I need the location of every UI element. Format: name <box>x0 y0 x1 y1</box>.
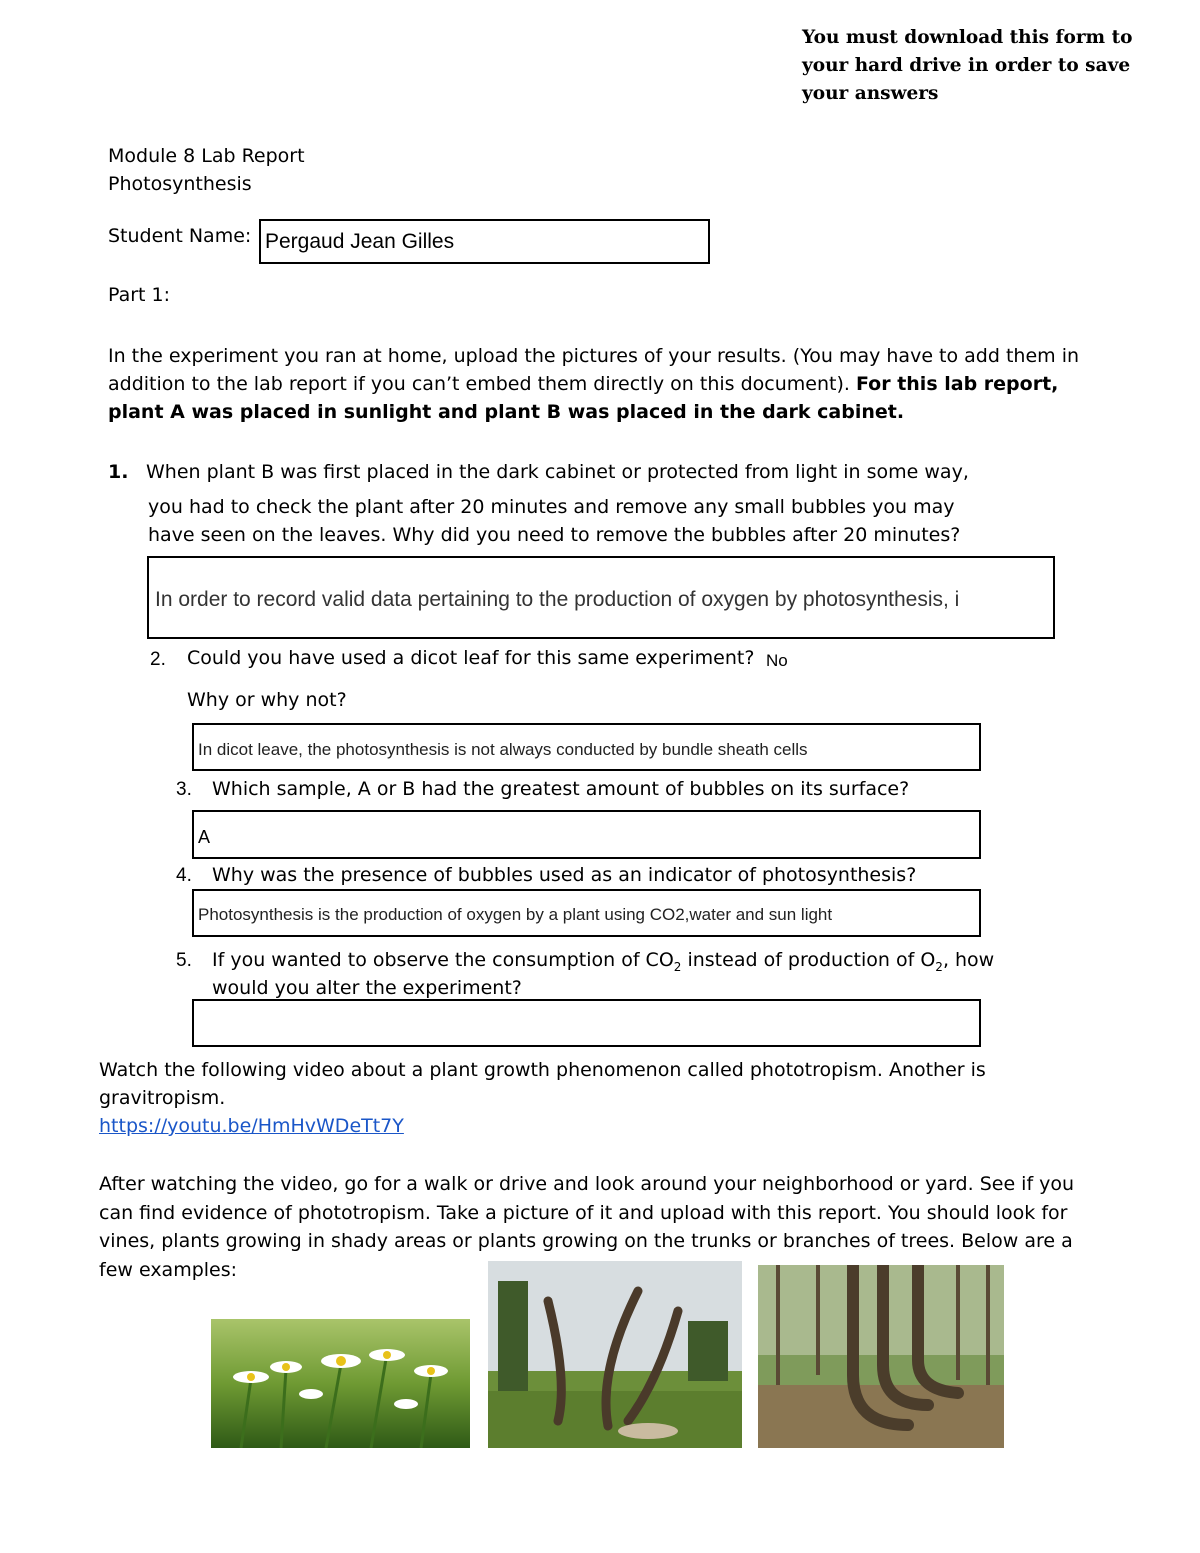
q2-text: Could you have used a dicot leaf for this same experiment? <box>187 647 755 669</box>
page-subtitle: Photosynthesis <box>108 173 252 195</box>
q2-followup: Why or why not? <box>187 689 347 711</box>
q2-answer-field[interactable]: In dicot leave, the photosynthesis is not always conducted by bundle sheath cells <box>192 723 981 771</box>
q1-line-2: you had to check the plant after 20 minutes and remove any small bubbles you may <box>148 496 955 518</box>
walk-line-2: can find evidence of phototropism. Take a picture of it and upload with this report. You should look for <box>99 1201 1068 1224</box>
intro-paragraph <box>108 342 1079 426</box>
q3-number: 3. <box>176 779 192 800</box>
video-paragraph <box>99 1056 986 1140</box>
q1-line-3: have seen on the leaves. Why did you need to remove the bubbles after 20 minutes? <box>148 524 961 546</box>
q4-number: 4. <box>176 865 192 886</box>
intro-bold-text: For this lab report, <box>855 373 1059 395</box>
q1-answer-field[interactable]: In order to record valid data pertaining to the production of oxygen by photosynthesis, i <box>147 556 1055 639</box>
download-notice <box>802 24 1132 108</box>
q5-answer-field[interactable] <box>192 999 981 1047</box>
student-name-label: Student Name: <box>108 225 252 247</box>
q5-text-a: If you wanted to observe the consumption of CO <box>212 949 674 971</box>
title-block <box>108 142 305 198</box>
q1-line-1: When plant B was first placed in the dark cabinet or protected from light in some way, <box>146 461 969 483</box>
q3-text: Which sample, A or B had the greatest amount of bubbles on its surface? <box>212 778 910 800</box>
notice-line-2: your hard drive in order to save <box>802 55 1131 76</box>
video-line-2: gravitropism. <box>99 1087 226 1109</box>
daisies-image <box>211 1319 470 1448</box>
q5-text-c: , how <box>942 949 995 971</box>
intro-line-3: plant A was placed in sunlight and plant B was placed in the dark cabinet. <box>108 401 905 423</box>
walk-line-4: few examples: <box>99 1258 238 1281</box>
q1-number: 1. <box>108 461 129 483</box>
q5-line-2: would you alter the experiment? <box>212 977 522 999</box>
video-link[interactable]: https://youtu.be/HmHvWDeTt7Y <box>99 1115 404 1137</box>
intro-line-1: In the experiment you ran at home, upload the pictures of your results. (You may have to add them in <box>108 345 1080 367</box>
q5-number: 5. <box>176 950 192 971</box>
q4-answer-field[interactable]: Photosynthesis is the production of oxygen by a plant using CO2,water and sun light <box>192 889 981 937</box>
walk-line-1: After watching the video, go for a walk or drive and look around your neighborhood or yard. See if you <box>99 1173 1075 1195</box>
part-heading: Part 1: <box>108 284 171 306</box>
page-title: Module 8 Lab Report <box>108 145 305 167</box>
bent-trees-image <box>488 1261 742 1448</box>
walk-line-3: vines, plants growing in shady areas or plants growing on the trunks or branches of trees. Below are a <box>99 1230 1073 1252</box>
q4-text: Why was the presence of bubbles used as an indicator of photosynthesis? <box>212 864 917 886</box>
intro-line-2 <box>108 370 1079 398</box>
q3-answer-field[interactable]: A <box>192 810 981 859</box>
q5-sub-o2: 2 <box>935 959 943 974</box>
q2-inline-answer[interactable]: No <box>766 651 788 670</box>
crooked-forest-image <box>758 1265 1004 1448</box>
student-name-field[interactable]: Pergaud Jean Gilles <box>259 219 710 264</box>
notice-line-1: You must download this form to <box>802 27 1133 48</box>
intro-line-2-text: addition to the lab report if you can’t embed them directly on this document). <box>108 373 856 395</box>
notice-line-3: your answers <box>802 83 939 104</box>
video-line-1: Watch the following video about a plant growth phenomenon called phototropism. Another is <box>99 1059 986 1081</box>
q5-text-b: instead of production of O <box>681 949 936 971</box>
q2-number: 2. <box>150 649 166 670</box>
q5-sub-co2: 2 <box>673 959 682 974</box>
